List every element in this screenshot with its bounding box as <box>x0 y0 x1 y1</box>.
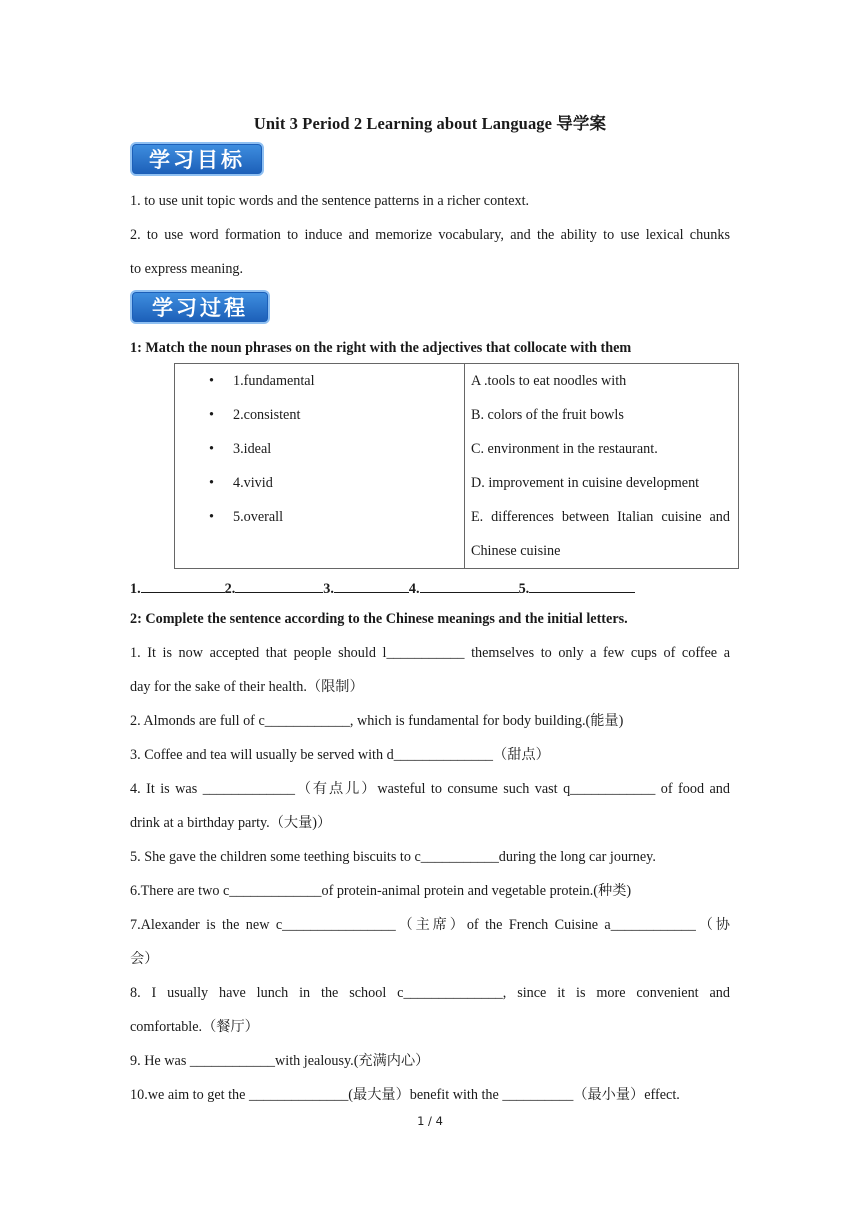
exercise-line: drink at a birthday party.（大量)） <box>130 815 332 831</box>
answer-blank[interactable] <box>334 578 409 593</box>
learning-goals-badge: 学习目标 <box>130 142 264 176</box>
matching-table <box>174 363 739 569</box>
answer-blank[interactable] <box>529 578 635 593</box>
exercise-line: 10.we aim to get the ______________(最大量）benefit with the __________（最小量）effect. <box>130 1087 680 1103</box>
page-number: 1 / 4 <box>417 1114 443 1128</box>
exercise-line: 3. Coffee and tea will usually be served with d______________（甜点） <box>130 747 550 763</box>
list-item: E. differences between Italian cuisine and <box>471 509 730 525</box>
list-item: C. environment in the restaurant. <box>471 441 658 457</box>
list-item: • 5.overall <box>175 500 464 534</box>
adjectives-column <box>175 364 465 569</box>
bullet-icon: • <box>209 373 214 389</box>
goal-line-1: 1. to use unit topic words and the sentence patterns in a richer context. <box>130 193 530 209</box>
page-title: Unit 3 Period 2 Learning about Language 导学案 <box>253 114 607 133</box>
exercise-line: 会） <box>130 951 159 967</box>
list-item: A .tools to eat noodles with <box>471 373 627 389</box>
goal-line-2-cont: to express meaning. <box>130 261 244 277</box>
bullet-icon: • <box>209 407 214 423</box>
answer-blanks: 1. 2. 3. 4. 5. <box>130 578 635 598</box>
list-item: • 2.consistent <box>175 398 464 432</box>
bullet-icon: • <box>209 441 214 457</box>
bullet-icon: • <box>209 509 214 525</box>
noun-phrases-column <box>465 364 739 569</box>
exercise-line: 5. She gave the children some teething biscuits to c___________during the long car journey. <box>130 849 656 865</box>
answer-blank[interactable] <box>141 578 225 593</box>
exercise-line: day for the sake of their health.（限制） <box>130 679 364 695</box>
exercise-line: 4. It is was _____________（有点儿）wasteful to consume such vast q____________ of food and <box>130 781 730 797</box>
section-1-heading: 1: Match the noun phrases on the right with the adjectives that collocate with them <box>130 340 632 356</box>
list-item: • 3.ideal <box>175 432 464 466</box>
bullet-icon: • <box>209 475 214 491</box>
exercise-line: 2. Almonds are full of c____________, which is fundamental for body building.(能量) <box>130 713 624 729</box>
list-item: • 1.fundamental <box>175 364 464 398</box>
list-item: Chinese cuisine <box>471 543 561 559</box>
answer-blank[interactable] <box>420 578 519 593</box>
goal-line-2: 2. to use word formation to induce and memorize vocabulary, and the ability to use lexical chunks <box>130 227 730 243</box>
exercise-line: 7.Alexander is the new c________________（主席）of the French Cuisine a____________（协 <box>130 917 730 933</box>
list-item: • 4.vivid <box>175 466 464 500</box>
answer-blank[interactable] <box>235 578 323 593</box>
exercise-line: 1. It is now accepted that people should l___________ themselves to only a few cups of coffee a <box>130 645 730 661</box>
exercise-line: 8. I usually have lunch in the school c______________, since it is more convenient and <box>130 985 730 1001</box>
exercise-line: 9. He was ____________with jealousy.(充满内心） <box>130 1053 430 1069</box>
section-2-heading: 2: Complete the sentence according to the Chinese meanings and the initial letters. <box>130 611 628 627</box>
list-item: B. colors of the fruit bowls <box>471 407 624 423</box>
learning-process-badge: 学习过程 <box>130 290 270 324</box>
exercise-line: 6.There are two c_____________of protein-animal protein and vegetable protein.(种类) <box>130 883 632 899</box>
exercise-line: comfortable.（餐厅） <box>130 1019 259 1035</box>
list-item: D. improvement in cuisine development <box>471 475 700 491</box>
